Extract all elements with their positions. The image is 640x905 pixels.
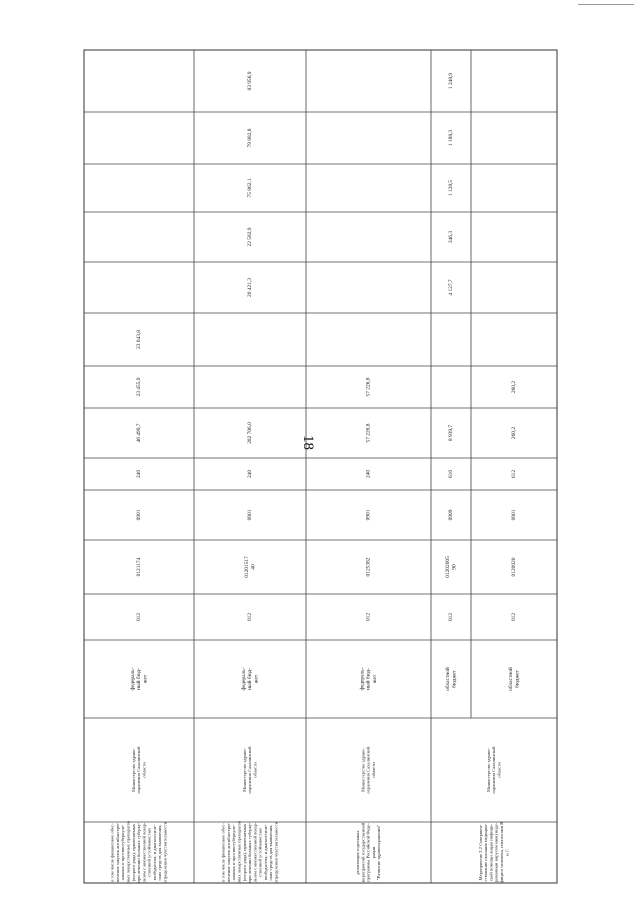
row-value-rzpr: 0901 (136, 509, 143, 521)
row-executor: Министерство здраво- (360, 748, 366, 792)
row-description: программы Российской Феде- (365, 823, 371, 882)
row-description: ской помощи лицам инфици- (488, 823, 494, 882)
row-description: ских средств для выявления, (268, 824, 274, 881)
row-description: фицита человека, гепатитами В (498, 821, 504, 884)
row-funding-source: ный бюд- (247, 668, 254, 690)
row-description: при лечении больных туберку- (247, 822, 253, 883)
row-value-cs: 01201517 (244, 556, 251, 578)
row-description: рации (370, 846, 376, 859)
row-description: реализация отдельных (354, 830, 360, 875)
row-executor: охранения Сахалинской (247, 746, 253, 794)
row-value-total: 57 226,8 (365, 423, 372, 443)
row-executor: Министерство здраво- (241, 748, 247, 792)
row-funding-source: жет (142, 674, 149, 684)
row-description: Мероприятие 2.2 Совершен- (477, 824, 483, 881)
row-value-y2018: 1 128,5 (448, 179, 455, 197)
row-funding-source: ный бюд- (365, 668, 372, 690)
row-value-y2017: 346,3 (448, 230, 455, 244)
row-description: "Развитие здравоохранения" (376, 824, 382, 881)
row-description: лезом с множественной лекар- (141, 822, 147, 883)
row-description: и С (504, 849, 510, 856)
row-value-grbs: 012 (511, 612, 518, 622)
row-description: мероприятий государственной (360, 822, 366, 883)
row-value-y2020: 83 956,9 (247, 71, 254, 91)
row-value-total: 46 499,7 (136, 423, 143, 443)
row-executor: области (496, 762, 502, 778)
row-value-vr: 610 (448, 469, 455, 479)
row-value-y2016: 4 127,7 (448, 279, 455, 296)
row-funding-source: федераль- (130, 667, 137, 691)
row-value-grbs: 012 (136, 612, 143, 622)
row-value-cs: 0125382 (365, 557, 372, 577)
row-description: печение закупок антибактери- (225, 822, 231, 883)
row-executor: области (370, 762, 376, 778)
row-executor: области (252, 762, 258, 778)
row-value-y2014: 23 455,9 (136, 377, 143, 397)
row-funding-source: жет (253, 674, 260, 684)
row-value-grbs: 012 (247, 612, 254, 622)
row-funding-source: областной (445, 667, 452, 691)
row-description: в том числе финансовое обес- (220, 823, 226, 882)
row-value-vr: 240 (136, 469, 143, 479)
row-description: альных и противотуберкуле- (231, 824, 237, 881)
row-description: ствование оказания медицин- (483, 823, 489, 882)
row-funding-source: ный бюд- (136, 668, 143, 690)
row-value-y2016: 20 421,3 (247, 278, 254, 297)
row-funding-source: жет (371, 674, 378, 684)
row-value-cs: 01202005 (445, 556, 452, 578)
row-description: при лечении больных туберку- (136, 822, 142, 883)
row-funding-source: федераль- (241, 667, 248, 691)
row-executor: охранения Сахалинской (136, 746, 142, 794)
row-description: (второго ряда), применяемых (241, 823, 247, 882)
row-value-rzpr: 0901 (247, 509, 254, 521)
row-description: определения чувствительности (273, 821, 279, 884)
row-value-y2017: 22 582,9 (247, 227, 254, 247)
row-description: ственной устойчивостью (257, 828, 263, 877)
row-description: ских средств для выявления, (157, 824, 163, 881)
row-value-vr: 612 (511, 469, 518, 479)
row-value-y2020: 1 248,9 (448, 72, 455, 90)
row-value-grbs: 012 (448, 612, 455, 622)
row-value-total: 8 939,7 (448, 424, 455, 442)
row-description: (второго ряда), применяемых (130, 823, 136, 882)
row-description: в том числе финансовое обес- (109, 823, 115, 882)
row-value-cs: 0120020 (511, 557, 518, 577)
row-value-rzpr: 0901 (365, 509, 372, 521)
row-description: печение закупок антибактери- (114, 822, 120, 883)
row-value-vr: 240 (247, 469, 254, 479)
row-value-cs: 0121174 (136, 557, 143, 577)
row-value-y2019: 1 188,3 (448, 129, 455, 147)
row-description: альных и противотуберкуле- (120, 824, 126, 881)
row-value-grbs: 012 (365, 612, 372, 622)
row-description: определения чувствительности (162, 821, 168, 884)
row-executor: области (141, 762, 147, 778)
row-funding-source: бюджет (514, 670, 521, 688)
row-value-rzpr: 0901 (511, 509, 518, 521)
row-description: ственной устойчивостью (146, 828, 152, 877)
row-executor: Министерство здраво- (485, 748, 491, 792)
row-value-y2018: 75 862,1 (247, 178, 254, 198)
row-description: возбудителя, и диагностиче- (262, 824, 268, 881)
row-funding-source: бюджет (451, 670, 458, 688)
row-description: лезом с множественной лекар- (252, 822, 258, 883)
row-executor: охранения Сахалинской (365, 746, 371, 794)
row-value-y2015: 23 043,8 (136, 330, 143, 349)
row-funding-source: областной (508, 667, 515, 691)
row-value-cs: 90 (451, 564, 458, 570)
row-value-y2014: 260,2 (511, 380, 518, 394)
row-value-rzpr: 0909 (448, 509, 455, 521)
row-value-total: 282 706,0 (247, 422, 254, 444)
row-value-y2019: 79 882,8 (247, 128, 254, 148)
row-description: зных лекарственных препаратов (236, 820, 242, 885)
row-value-vr: 240 (365, 469, 372, 479)
row-description: возбудителя, и диагностиче- (151, 824, 157, 881)
row-description: зных лекарственных препаратов (125, 820, 131, 885)
row-description: рованным вирусом иммуноде- (493, 822, 499, 883)
row-value-y2014: 57 226,8 (365, 377, 372, 397)
row-executor: охранения Сахалинской (491, 746, 497, 794)
row-value-cs: 40 (250, 564, 257, 570)
page-number: 18 (300, 435, 316, 450)
row-funding-source: федераль- (359, 667, 366, 691)
row-executor: Министерство здраво- (130, 748, 136, 792)
row-value-total: 260,2 (511, 426, 518, 440)
